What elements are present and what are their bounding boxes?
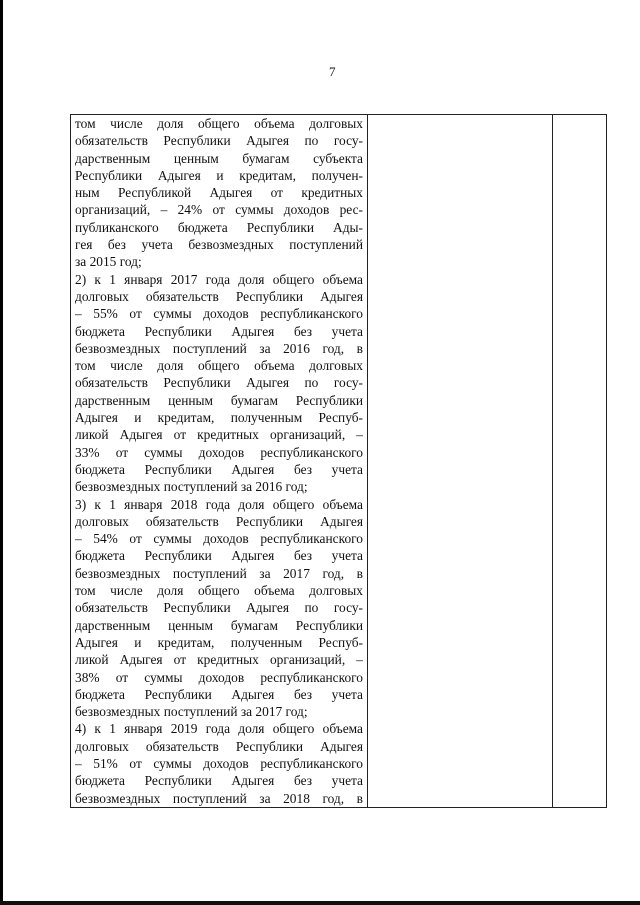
- text-line: обязательств Республики Адыгея по госу-: [75, 600, 363, 616]
- text-line: бюджета Республики Адыгея без учета: [75, 686, 363, 702]
- text-line: 2) к 1 января 2017 года доля общего объема: [75, 271, 363, 287]
- text-line: организаций, – 24% от суммы доходов рес-: [75, 202, 363, 218]
- empty-right-cell: [553, 115, 607, 808]
- text-lines: [75, 115, 363, 807]
- text-line: бюджета Республики Адыгея без учета: [75, 323, 363, 339]
- text-line: Республики Адыгея и кредитам, получен-: [75, 167, 363, 183]
- text-line: безвозмездных поступлений за 2018 год, в: [75, 790, 363, 806]
- text-line: бюджета Республики Адыгея без учета: [75, 461, 363, 477]
- text-line: – 54% от суммы доходов республиканского: [75, 531, 363, 547]
- scan-border-left: [0, 0, 3, 905]
- text-cell: [71, 115, 368, 808]
- text-line: безвозмездных поступлений за 2017 год;: [75, 704, 308, 720]
- page-number: 7: [329, 64, 336, 79]
- text-line: гея без учета безвозмездных поступлений: [75, 237, 363, 253]
- text-line: Адыгея и кредитам, полученным Респуб-: [75, 410, 363, 426]
- text-line: – 55% от суммы доходов республиканского: [75, 306, 363, 322]
- text-line: безвозмездных поступлений за 2016 год;: [75, 479, 308, 495]
- text-line: том числе доля общего объема долговых: [75, 583, 363, 599]
- text-line: дарственным ценным бумагам Республики: [75, 617, 363, 633]
- text-line: бюджета Республики Адыгея без учета: [75, 548, 363, 564]
- text-line: ликой Адыгея от кредитных организаций, –: [75, 652, 363, 668]
- text-line: 38% от суммы доходов республиканского: [75, 669, 363, 685]
- scan-border-bottom: [0, 901, 640, 905]
- text-line: том числе доля общего объема долговых: [75, 116, 363, 131]
- document-table: [70, 114, 607, 808]
- empty-middle-cell: [368, 115, 553, 808]
- text-line: за 2015 год;: [75, 254, 142, 270]
- text-line: долговых обязательств Республики Адыгея: [75, 513, 363, 529]
- text-line: 3) к 1 января 2018 года доля общего объема: [75, 496, 363, 512]
- text-line: том числе доля общего объема долговых: [75, 358, 363, 374]
- text-line: ликой Адыгея от кредитных организаций, –: [75, 427, 363, 443]
- text-line: безвозмездных поступлений за 2016 год, в: [75, 340, 363, 356]
- text-line: дарственным ценным бумагам Республики: [75, 392, 363, 408]
- text-line: 33% от суммы доходов республиканского: [75, 444, 363, 460]
- text-line: дарственным ценным бумагам субъекта: [75, 150, 363, 166]
- text-line: долговых обязательств Республики Адыгея: [75, 288, 363, 304]
- text-line: бюджета Республики Адыгея без учета: [75, 773, 363, 789]
- text-line: публиканского бюджета Республики Ады-: [75, 219, 363, 235]
- text-line: обязательств Республики Адыгея по госу-: [75, 133, 363, 149]
- table-row: [71, 115, 607, 808]
- text-line: 4) к 1 января 2019 года доля общего объема: [75, 721, 363, 737]
- text-line: безвозмездных поступлений за 2017 год, в: [75, 565, 363, 581]
- text-line: долговых обязательств Республики Адыгея: [75, 738, 363, 754]
- text-line: Адыгея и кредитам, полученным Респуб-: [75, 634, 363, 650]
- text-line: – 51% от суммы доходов республиканского: [75, 755, 363, 771]
- text-line: ным Республикой Адыгея от кредитных: [75, 185, 363, 201]
- text-line: обязательств Республики Адыгея по госу-: [75, 375, 363, 391]
